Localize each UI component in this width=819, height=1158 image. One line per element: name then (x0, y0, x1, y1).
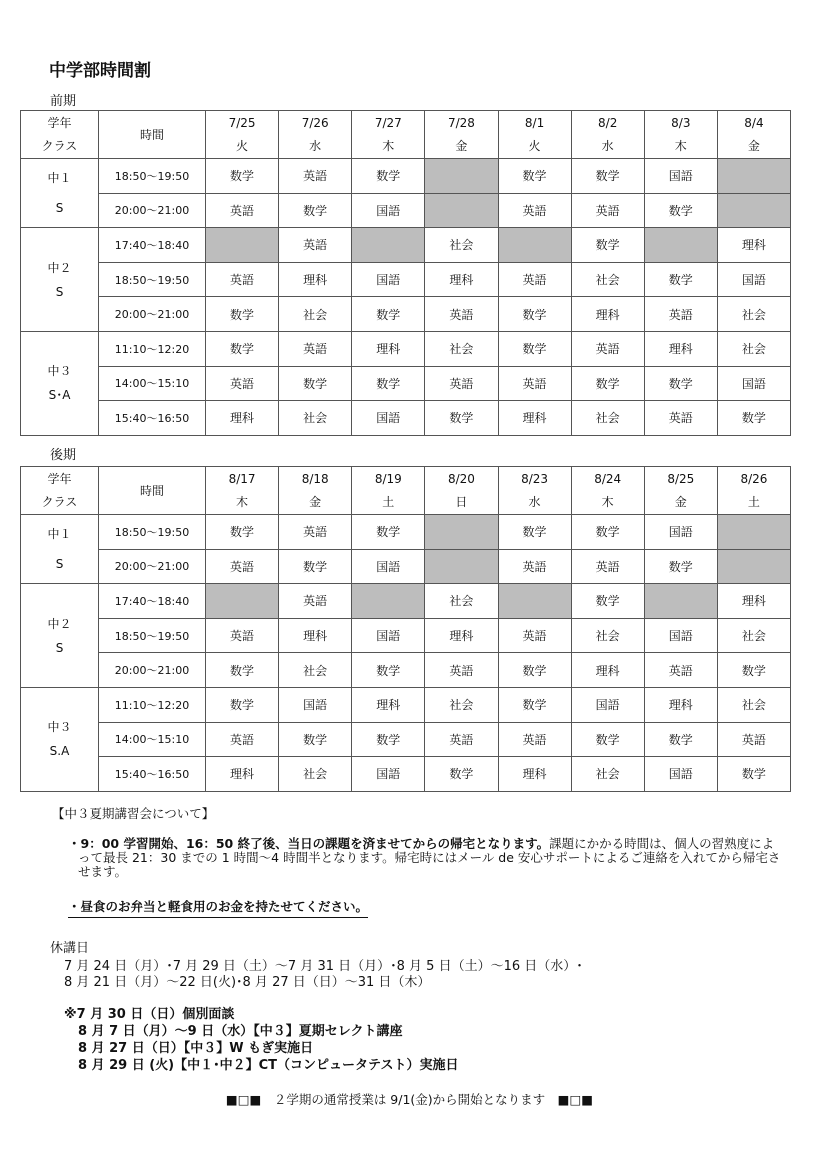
header-weekday: 金 (425, 135, 498, 159)
empty-slot (717, 193, 790, 228)
header-grade: 学年 (21, 467, 99, 491)
time-slot: 20:00～21:00 (99, 653, 206, 688)
subject-cell: 英語 (644, 401, 717, 436)
table-row (21, 722, 791, 757)
subject-cell: 英語 (644, 297, 717, 332)
subject-cell: 社会 (279, 297, 352, 332)
subject-cell: 数学 (279, 366, 352, 401)
header-date: 7/28 (425, 111, 498, 135)
subject-cell: 理科 (352, 687, 425, 722)
subject-cell: 社会 (571, 401, 644, 436)
time-slot: 11:10～12:20 (99, 331, 206, 366)
table-row (21, 228, 791, 263)
subject-cell: 数学 (425, 401, 498, 436)
subject-cell: 数学 (279, 549, 352, 584)
subject-cell: 理科 (425, 262, 498, 297)
subject-cell: 理科 (498, 757, 571, 792)
subject-cell: 数学 (206, 159, 279, 194)
subject-cell: 数学 (279, 193, 352, 228)
subject-cell: 理科 (206, 757, 279, 792)
empty-slot (206, 584, 279, 619)
subject-cell: 数学 (498, 687, 571, 722)
subject-cell: 英語 (206, 366, 279, 401)
second-period-table (20, 466, 791, 792)
table-row (21, 193, 791, 228)
empty-slot (717, 515, 790, 550)
header-date: 8/23 (498, 467, 571, 491)
class-cell (21, 159, 99, 228)
subject-cell: 数学 (498, 159, 571, 194)
header-date: 8/20 (425, 467, 498, 491)
subject-cell: 国語 (644, 515, 717, 550)
event-4: 8 月 29 日 (火)【中１･中２】CT（コンピュータテスト）実施日 (78, 1058, 459, 1073)
note-bullet-2: ・昼食のお弁当と軽食用のお金を持たせてください。 (68, 897, 368, 918)
time-slot: 20:00～21:00 (99, 193, 206, 228)
empty-slot (425, 193, 498, 228)
event-2: 8 月 7 日（月）～9 日（水）【中３】夏期セレクト講座 (78, 1024, 403, 1039)
header-date: 8/1 (498, 111, 571, 135)
subject-cell: 社会 (717, 618, 790, 653)
empty-slot (425, 159, 498, 194)
subject-cell: 数学 (279, 722, 352, 757)
subject-cell: 数学 (644, 262, 717, 297)
subject-cell: 国語 (644, 618, 717, 653)
subject-cell: 英語 (206, 549, 279, 584)
header-date: 8/17 (206, 467, 279, 491)
header-date: 8/2 (571, 111, 644, 135)
subject-cell: 数学 (206, 515, 279, 550)
subject-cell: 英語 (206, 722, 279, 757)
note-bullet-1 (68, 837, 783, 879)
subject-cell: 英語 (498, 193, 571, 228)
subject-cell: 数学 (206, 653, 279, 688)
header-weekday: 水 (279, 135, 352, 159)
subject-cell: 数学 (498, 331, 571, 366)
header-weekday: 火 (498, 135, 571, 159)
class-label: S (55, 284, 64, 299)
header-date: 8/19 (352, 467, 425, 491)
subject-cell: 社会 (279, 653, 352, 688)
time-slot: 14:00～15:10 (99, 366, 206, 401)
subject-cell: 理科 (352, 331, 425, 366)
subject-cell: 数学 (644, 366, 717, 401)
header-date: 8/26 (717, 467, 790, 491)
time-slot: 17:40～18:40 (99, 228, 206, 263)
page-title: 中学部時間割 (49, 61, 151, 81)
second-period-label: 後期 (50, 448, 77, 463)
header-class: クラス (21, 135, 99, 159)
table-row (21, 757, 791, 792)
subject-cell: 数学 (717, 757, 790, 792)
header-weekday: 火 (206, 135, 279, 159)
subject-cell: 数学 (644, 193, 717, 228)
subject-cell: 社会 (425, 331, 498, 366)
time-slot: 18:50～19:50 (99, 159, 206, 194)
subject-cell: 英語 (206, 193, 279, 228)
subject-cell: 国語 (352, 618, 425, 653)
subject-cell: 国語 (352, 757, 425, 792)
subject-cell: 社会 (425, 584, 498, 619)
subject-cell: 数学 (352, 515, 425, 550)
subject-cell: 英語 (498, 549, 571, 584)
subject-cell: 社会 (571, 262, 644, 297)
subject-cell: 国語 (644, 159, 717, 194)
class-label: S (55, 201, 64, 216)
subject-cell: 理科 (425, 618, 498, 653)
empty-slot (352, 584, 425, 619)
grade-label: 中３ (47, 720, 72, 735)
subject-cell: 数学 (206, 687, 279, 722)
time-slot: 15:40～16:50 (99, 757, 206, 792)
class-cell (21, 584, 99, 688)
subject-cell: 理科 (498, 401, 571, 436)
subject-cell: 数学 (498, 653, 571, 688)
subject-cell: 英語 (279, 159, 352, 194)
header-date: 8/3 (644, 111, 717, 135)
header-weekday: 木 (644, 135, 717, 159)
subject-cell: 数学 (352, 159, 425, 194)
subject-cell: 国語 (571, 687, 644, 722)
header-weekday: 日 (425, 491, 498, 515)
header-weekday: 木 (206, 491, 279, 515)
header-time: 時間 (99, 467, 206, 515)
subject-cell: 英語 (644, 653, 717, 688)
subject-cell: 数学 (717, 653, 790, 688)
empty-slot (498, 228, 571, 263)
subject-cell: 英語 (498, 722, 571, 757)
header-weekday: 水 (571, 135, 644, 159)
subject-cell: 英語 (498, 366, 571, 401)
subject-cell: 数学 (498, 297, 571, 332)
subject-cell: 英語 (498, 262, 571, 297)
grade-label: 中１ (47, 527, 72, 542)
subject-cell: 社会 (717, 331, 790, 366)
time-slot: 18:50～19:50 (99, 618, 206, 653)
header-weekday: 土 (717, 491, 790, 515)
header-weekday: 木 (352, 135, 425, 159)
table-row (21, 687, 791, 722)
class-cell (21, 515, 99, 584)
subject-cell: 理科 (279, 262, 352, 297)
subject-cell: 英語 (279, 515, 352, 550)
subject-cell: 数学 (571, 515, 644, 550)
class-cell (21, 228, 99, 332)
subject-cell: 国語 (352, 549, 425, 584)
header-date: 8/18 (279, 467, 352, 491)
empty-slot (717, 549, 790, 584)
subject-cell: 英語 (571, 549, 644, 584)
subject-cell: 英語 (717, 722, 790, 757)
note-bullet-1-bold: ・9：00 学習開始、16：50 終了後、当日の課題を済ませてからの帰宅となります。 (68, 836, 550, 851)
holiday-label: 休講日 (50, 941, 90, 956)
table-row (21, 401, 791, 436)
time-slot: 18:50～19:50 (99, 262, 206, 297)
table-row (21, 331, 791, 366)
subject-cell: 数学 (571, 722, 644, 757)
subject-cell: 社会 (571, 757, 644, 792)
empty-slot (425, 549, 498, 584)
subject-cell: 国語 (352, 262, 425, 297)
time-slot: 20:00～21:00 (99, 549, 206, 584)
table-row (21, 262, 791, 297)
table-row (21, 297, 791, 332)
header-weekday: 土 (352, 491, 425, 515)
empty-slot (644, 228, 717, 263)
subject-cell: 英語 (425, 366, 498, 401)
subject-cell: 国語 (644, 757, 717, 792)
subject-cell: 国語 (352, 193, 425, 228)
table-row (21, 515, 791, 550)
grade-label: 中１ (47, 171, 72, 186)
holiday-line-2: 8 月 21 日（月）～22 日(火)･8 月 27 日（日）～31 日（木） (64, 975, 431, 990)
header-weekday: 水 (498, 491, 571, 515)
subject-cell: 英語 (425, 653, 498, 688)
header-weekday: 木 (571, 491, 644, 515)
grade-label: 中３ (47, 364, 72, 379)
first-period-table (20, 110, 791, 436)
header-grade: 学年 (21, 111, 99, 135)
subject-cell: 理科 (279, 618, 352, 653)
header-weekday: 金 (717, 135, 790, 159)
subject-cell: 理科 (644, 331, 717, 366)
subject-cell: 社会 (279, 401, 352, 436)
header-date: 8/24 (571, 467, 644, 491)
time-slot: 18:50～19:50 (99, 515, 206, 550)
subject-cell: 社会 (717, 297, 790, 332)
subject-cell: 社会 (425, 687, 498, 722)
class-label: S･A (48, 388, 71, 403)
class-cell (21, 331, 99, 435)
first-period-label: 前期 (50, 94, 77, 109)
subject-cell: 社会 (571, 618, 644, 653)
subject-cell: 英語 (425, 722, 498, 757)
subject-cell: 理科 (717, 228, 790, 263)
time-slot: 15:40～16:50 (99, 401, 206, 436)
empty-slot (425, 515, 498, 550)
subject-cell: 理科 (571, 297, 644, 332)
notes-heading: 【中３夏期講習会について】 (52, 806, 215, 821)
class-label: S (55, 557, 64, 572)
table-row (21, 366, 791, 401)
subject-cell: 数学 (352, 297, 425, 332)
header-date: 7/25 (206, 111, 279, 135)
time-slot: 17:40～18:40 (99, 584, 206, 619)
subject-cell: 数学 (644, 549, 717, 584)
subject-cell: 英語 (425, 297, 498, 332)
subject-cell: 英語 (206, 618, 279, 653)
subject-cell: 国語 (279, 687, 352, 722)
subject-cell: 英語 (571, 193, 644, 228)
holiday-line-1: 7 月 24 日（月）･7 月 29 日（土）～7 月 31 日（月）･8 月 5 日（土）～16 日（水）･ (64, 959, 583, 974)
event-1: ※7 月 30 日（日）個別面談 (64, 1007, 235, 1022)
table-row (21, 618, 791, 653)
subject-cell: 社会 (279, 757, 352, 792)
header-date: 8/25 (644, 467, 717, 491)
class-cell (21, 687, 99, 791)
table-row (21, 653, 791, 688)
subject-cell: 数学 (571, 366, 644, 401)
subject-cell: 理科 (644, 687, 717, 722)
grade-label: 中２ (47, 616, 72, 631)
empty-slot (352, 228, 425, 263)
subject-cell: 国語 (352, 401, 425, 436)
subject-cell: 数学 (498, 515, 571, 550)
subject-cell: 数学 (206, 297, 279, 332)
header-date: 7/26 (279, 111, 352, 135)
header-weekday: 金 (644, 491, 717, 515)
header-weekday: 金 (279, 491, 352, 515)
event-3: 8 月 27 日（日）【中３】W もぎ実施日 (78, 1041, 314, 1056)
subject-cell: 国語 (717, 366, 790, 401)
empty-slot (644, 584, 717, 619)
subject-cell: 国語 (717, 262, 790, 297)
time-slot: 11:10～12:20 (99, 687, 206, 722)
note-bullet-1-rest: 課題にかかる時間は、個人の習熟度によって最長 21：30 までの 1 時間～4 時間半となります。帰宅時にはメール de 安心サポートによるご連絡を入れてから帰宅させます。 (78, 836, 781, 879)
subject-cell: 英語 (279, 228, 352, 263)
time-slot: 20:00～21:00 (99, 297, 206, 332)
subject-cell: 英語 (279, 331, 352, 366)
time-slot: 14:00～15:10 (99, 722, 206, 757)
subject-cell: 数学 (206, 331, 279, 366)
class-label: S.A (49, 744, 70, 759)
header-date: 8/4 (717, 111, 790, 135)
header-time: 時間 (99, 111, 206, 159)
subject-cell: 英語 (206, 262, 279, 297)
subject-cell: 社会 (717, 687, 790, 722)
empty-slot (717, 159, 790, 194)
class-label: S (55, 640, 64, 655)
subject-cell: 英語 (279, 584, 352, 619)
table-row (21, 584, 791, 619)
subject-cell: 数学 (571, 159, 644, 194)
subject-cell: 英語 (571, 331, 644, 366)
subject-cell: 社会 (425, 228, 498, 263)
subject-cell: 数学 (425, 757, 498, 792)
subject-cell: 数学 (644, 722, 717, 757)
footer-notice: ■□■ ２学期の通常授業は 9/1(金)から開始となります ■□■ (225, 1092, 594, 1107)
empty-slot (498, 584, 571, 619)
subject-cell: 数学 (571, 228, 644, 263)
subject-cell: 理科 (206, 401, 279, 436)
empty-slot (206, 228, 279, 263)
subject-cell: 理科 (717, 584, 790, 619)
header-class: クラス (21, 491, 99, 515)
subject-cell: 数学 (717, 401, 790, 436)
header-date: 7/27 (352, 111, 425, 135)
subject-cell: 数学 (571, 584, 644, 619)
table-row (21, 549, 791, 584)
subject-cell: 英語 (498, 618, 571, 653)
grade-label: 中２ (47, 260, 72, 275)
subject-cell: 数学 (352, 366, 425, 401)
table-row (21, 159, 791, 194)
subject-cell: 数学 (352, 653, 425, 688)
subject-cell: 理科 (571, 653, 644, 688)
subject-cell: 数学 (352, 722, 425, 757)
